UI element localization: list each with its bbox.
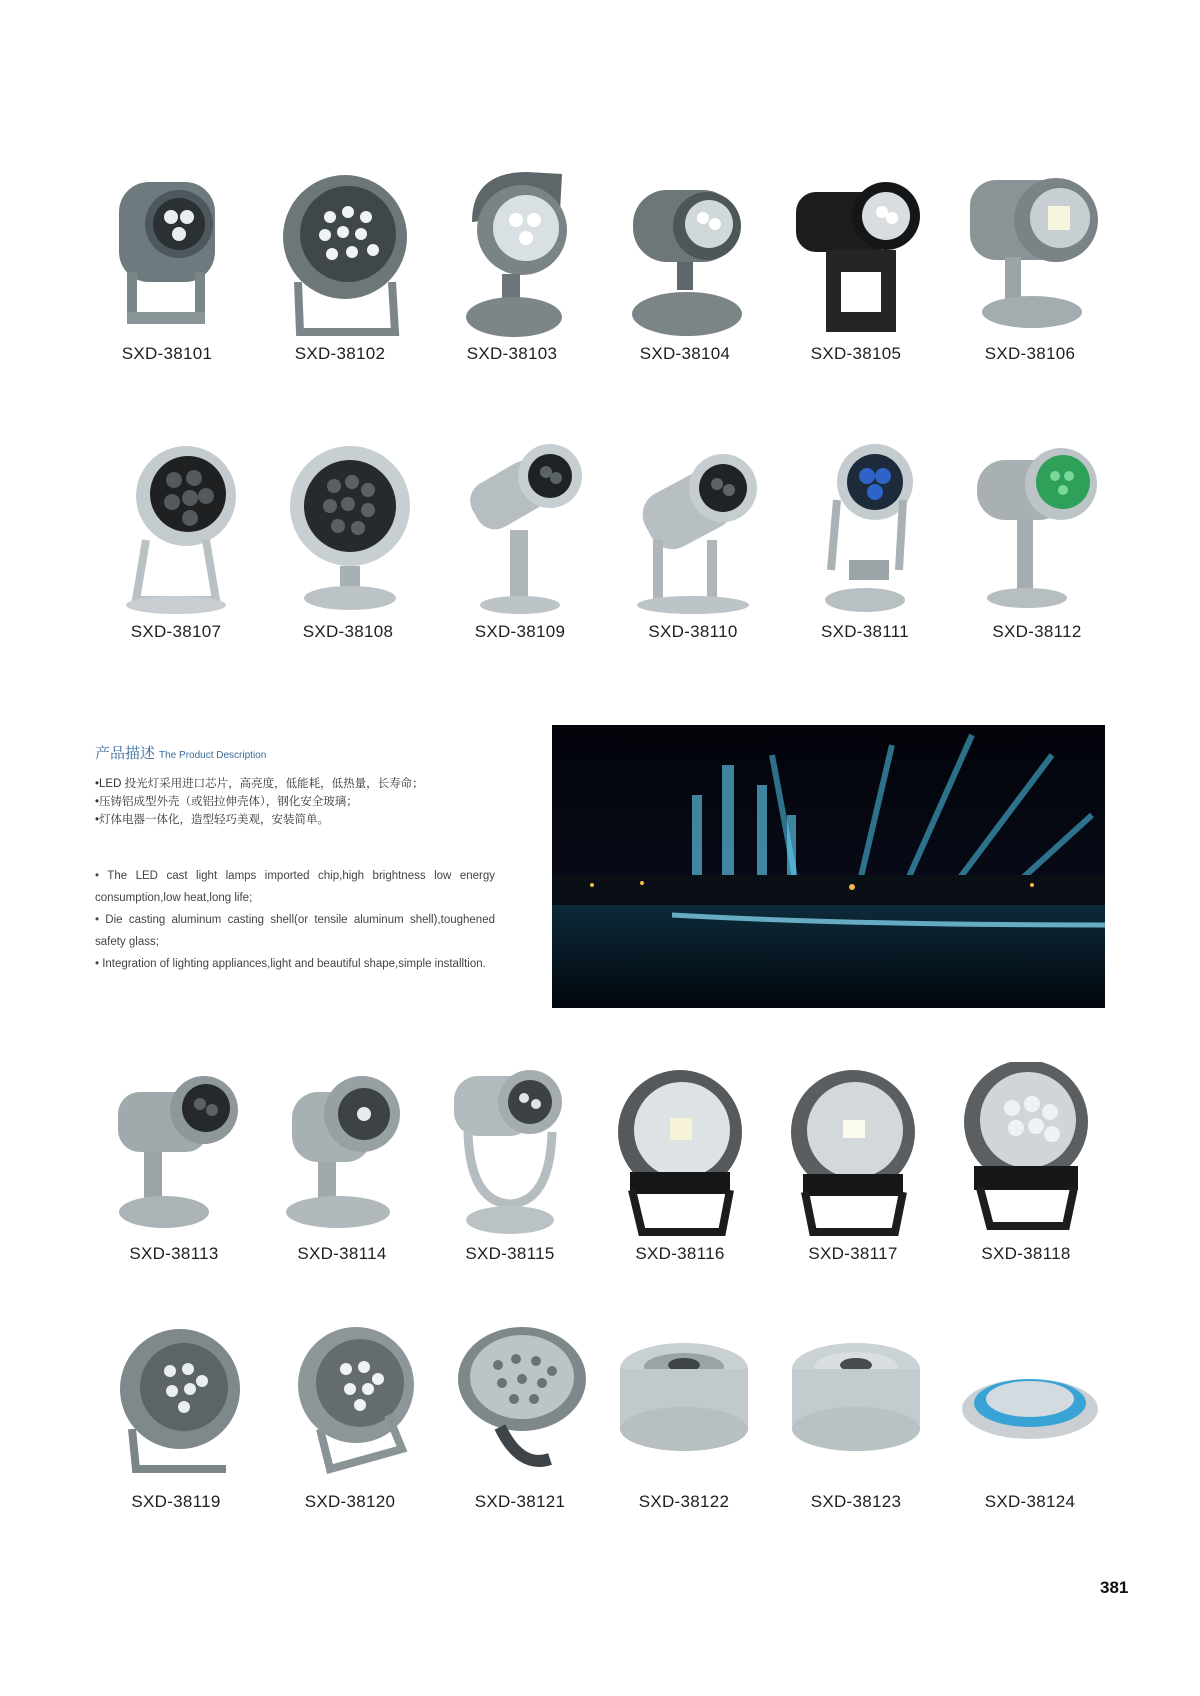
- product-card: [950, 1310, 1110, 1512]
- product-code: SXD-38120: [304, 1492, 396, 1511]
- product-card: [440, 1310, 600, 1512]
- steel-fountain-ring-light-icon: [786, 1310, 926, 1490]
- steel-spotlight-stand-icon: [450, 440, 590, 620]
- product-code: SXD-38116: [635, 1244, 725, 1263]
- product-card: [87, 162, 247, 364]
- night-fountain-light-show-icon: [552, 725, 1105, 1008]
- product-code: SXD-38111: [820, 622, 910, 641]
- product-code: SXD-38102: [294, 344, 386, 363]
- steel-underwater-light-icon: [106, 440, 246, 620]
- description-cn-point: •灯体电器一体化，造型轻巧美观，安装简单。: [95, 814, 330, 826]
- product-card: [440, 440, 600, 642]
- grey-flood-light-bracket-icon: [280, 1310, 420, 1490]
- product-code: SXD-38112: [992, 622, 1082, 641]
- product-code: SXD-38121: [474, 1492, 566, 1511]
- grey-spotlight-base-icon: [615, 162, 755, 342]
- product-card: [785, 440, 945, 642]
- description-en-point: • The LED cast light lamps imported chip,high brightness low energy consumption,low heat,long life;: [95, 870, 495, 904]
- product-code: SXD-38124: [984, 1492, 1076, 1511]
- product-card: [270, 1310, 430, 1512]
- product-card: [96, 440, 256, 642]
- steel-green-spotlight-icon: [967, 440, 1107, 620]
- description-title-cn: 产品描述: [95, 745, 156, 762]
- product-card: [262, 1062, 422, 1264]
- product-card: [957, 440, 1117, 642]
- product-code: SXD-38119: [131, 1492, 221, 1511]
- product-code: SXD-38115: [465, 1244, 555, 1263]
- grey-round-flood-light-icon: [450, 1310, 590, 1490]
- product-code: SXD-38107: [130, 622, 222, 641]
- product-card: [600, 1062, 760, 1264]
- product-code: SXD-38103: [466, 344, 558, 363]
- description-title-en: The Product Description: [159, 750, 267, 761]
- product-card: [268, 440, 428, 642]
- description-cn-point: •LED 投光灯采用进口芯片，高亮度，低能耗，低热量，长寿命；: [95, 778, 424, 790]
- description-title: [95, 742, 495, 763]
- product-code: SXD-38117: [808, 1244, 898, 1263]
- steel-spotlight-stand-icon: [623, 440, 763, 620]
- description-cn-point: •压铸铝成型外壳（或铝拉伸壳体），钢化安全玻璃；: [95, 796, 358, 808]
- grey-finned-spotlight-icon: [104, 1062, 244, 1242]
- product-card: [776, 1310, 936, 1512]
- product-description: [95, 742, 495, 975]
- product-card: [96, 1310, 256, 1512]
- grey-yoke-spotlight-icon: [440, 1062, 580, 1242]
- steel-underwater-light-icon: [278, 440, 418, 620]
- grey-round-flood-light-icon: [270, 162, 410, 342]
- steel-fountain-ring-light-icon: [614, 1310, 754, 1490]
- description-en-list: [95, 865, 495, 975]
- product-card: [773, 1062, 933, 1264]
- product-card: [613, 440, 773, 642]
- product-card: [946, 1062, 1106, 1264]
- black-led-flood-light-icon: [956, 1062, 1096, 1242]
- product-card: [94, 1062, 254, 1264]
- product-code: SXD-38109: [474, 622, 566, 641]
- black-cob-flood-light-icon: [610, 1062, 750, 1242]
- grey-flood-light-bracket-icon: [97, 162, 237, 342]
- product-card: [604, 1310, 764, 1512]
- product-code: SXD-38110: [648, 622, 738, 641]
- product-code: SXD-38113: [129, 1244, 219, 1263]
- grey-flood-light-bracket-icon: [106, 1310, 246, 1490]
- product-code: SXD-38122: [638, 1492, 730, 1511]
- grey-hooded-spotlight-icon: [442, 162, 582, 342]
- product-card: [605, 162, 765, 364]
- grey-finned-spotlight-icon: [272, 1062, 412, 1242]
- description-en-point: • Die casting aluminum casting shell(or tensile aluminum shell),toughened safety glass;: [95, 914, 495, 948]
- product-code: SXD-38123: [810, 1492, 902, 1511]
- product-code: SXD-38118: [981, 1244, 1071, 1263]
- product-card: [260, 162, 420, 364]
- product-code: SXD-38114: [297, 1244, 387, 1263]
- product-card: [432, 162, 592, 364]
- product-card: [950, 162, 1110, 364]
- product-code: SXD-38101: [121, 344, 213, 363]
- product-card: [430, 1062, 590, 1264]
- product-code: SXD-38105: [810, 344, 902, 363]
- description-cn-list: [95, 775, 495, 829]
- description-en-point: • Integration of lighting appliances,light and beautiful shape,simple installtion.: [95, 958, 486, 970]
- product-card: [776, 162, 936, 364]
- steel-pool-wall-light-icon: [960, 1310, 1100, 1490]
- product-code: SXD-38104: [639, 344, 731, 363]
- product-code: SXD-38106: [984, 344, 1076, 363]
- product-code: SXD-38108: [302, 622, 394, 641]
- black-cob-flood-light-icon: [783, 1062, 923, 1242]
- page-number: 381: [1100, 1578, 1129, 1597]
- grey-cob-spotlight-icon: [960, 162, 1100, 342]
- steel-blue-spotlight-icon: [795, 440, 935, 620]
- black-spotlight-bracket-icon: [786, 162, 926, 342]
